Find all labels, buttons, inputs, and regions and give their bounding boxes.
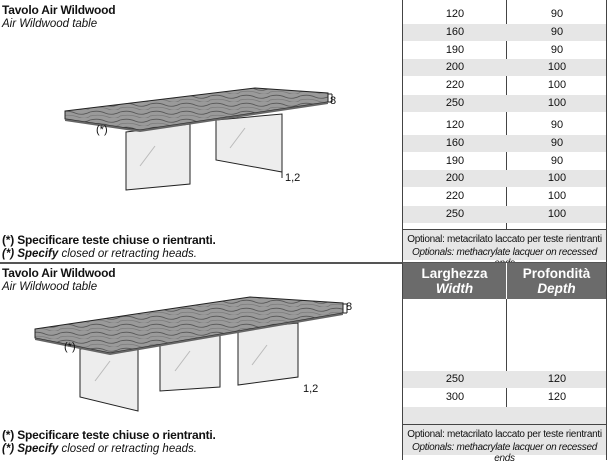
table-drawing: [60, 86, 390, 196]
width-column-header: Larghezza Width: [403, 263, 506, 299]
optional-italian: Optional: metacrilato laccato per teste rientranti: [407, 234, 602, 245]
table-row: 250 100: [403, 206, 606, 223]
table-row: 250 100: [403, 95, 606, 112]
table-row: 190 90: [445, 155, 564, 167]
top-thickness-label: 8: [346, 301, 353, 313]
product-illustration-panel: [0, 263, 401, 460]
leg-thickness-label: 1,2: [303, 383, 319, 395]
depth-column-header: Profondità Depth: [507, 263, 606, 299]
product-block-2: [0, 263, 607, 464]
table-row: 120 90: [445, 8, 564, 20]
table-marker: (*): [64, 341, 76, 353]
table-row: 250 120: [403, 371, 606, 388]
table-row: 160 90: [403, 24, 606, 41]
table-row: 220 100: [445, 79, 567, 91]
dimensions-table: [402, 0, 607, 262]
optional-english: Optionals: methacrylate lacquer on recessed ends: [412, 442, 597, 464]
note-english: (*) Specify closed or retracting heads.: [2, 248, 197, 260]
table-row: 200 100: [403, 59, 606, 76]
table-drawing: [30, 291, 360, 421]
leg-thickness-label: 1,2: [285, 172, 301, 184]
table-row: [403, 407, 606, 424]
product-title: Tavolo Air Wildwood: [2, 266, 116, 280]
table-row: 220 100: [445, 190, 567, 202]
note-english: (*) Specify closed or retracting heads.: [2, 443, 197, 455]
optional-italian: Optional: metacrilato laccato per teste rientranti: [407, 429, 602, 440]
optional-english: Optionals: methacrylate lacquer on recessed: [412, 247, 597, 258]
product-illustration-panel: [0, 0, 401, 262]
dimensions-table: [402, 263, 607, 464]
product-subtitle: Air Wildwood table: [2, 281, 98, 293]
note-italian: (*) Specificare teste chiuse o rientranti.: [2, 428, 216, 442]
note-italian: (*) Specificare teste chiuse o rientranti.: [2, 233, 216, 247]
product-subtitle: Air Wildwood table: [2, 18, 98, 30]
table-row: 160 90: [403, 135, 606, 152]
table-marker: (*): [96, 124, 108, 136]
table-row: 200 100: [403, 170, 606, 187]
table-row: 120 90: [445, 119, 564, 131]
table-row: 190 90: [445, 44, 564, 56]
table-row: 300 120: [445, 391, 567, 403]
product-title: Tavolo Air Wildwood: [2, 3, 116, 17]
top-thickness-label: 8: [330, 95, 337, 107]
